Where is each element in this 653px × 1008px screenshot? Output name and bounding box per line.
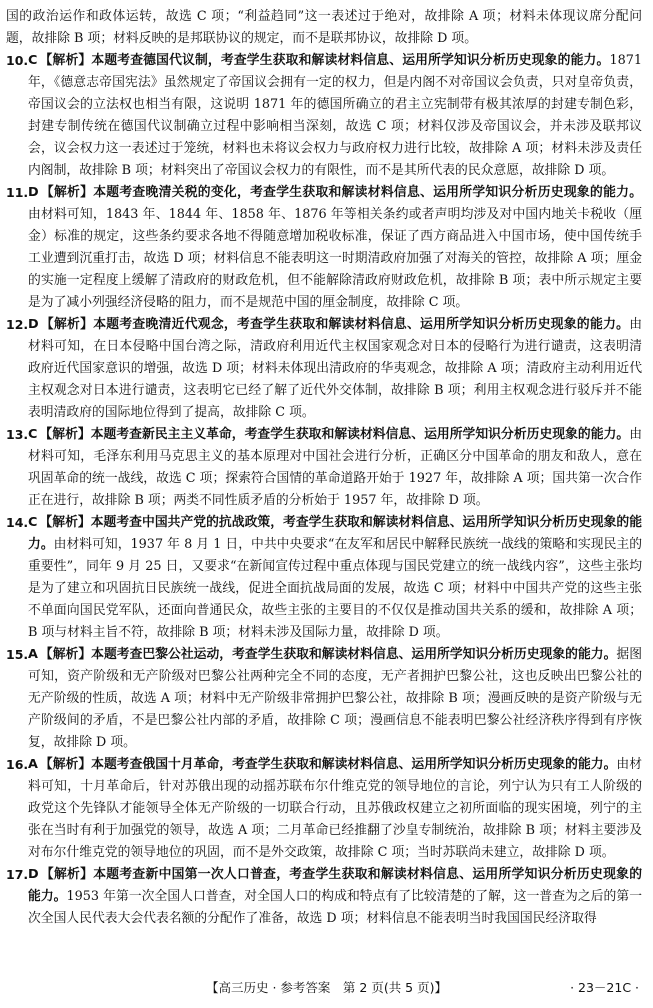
analysis-lead: 本题考查新民主主义革命，考查学生获取和解读材料信息、运用所学知识分析历史现象的能力。: [90, 427, 630, 442]
answer-letter: D: [28, 185, 39, 200]
answer-letter: A: [28, 647, 38, 662]
analysis-lead: 本题考查新中国第一次人口普查，考查学生获取和解读材料信息、运用所学知识分析历史现象的能力。: [28, 867, 643, 904]
footer-page-info: 【高三历史 · 参考答案 第 2 页(共 5 页)】: [206, 980, 447, 995]
answer-letter: D: [28, 867, 39, 882]
analysis-body: 由材料可知，1937 年 8 月 1 日，中共中央要求“在友军和居民中解释民族统一战线的策略和实现民主的重要性”，同年 9 月 25 日，又要求“在新闻宣传过程中重点体现与国民党建立的统一战线内容”，这些主张均是为了建立和巩固抗日民族统一战线，促进全面抗战局面的发展，故选 C 项；材料中中国共产党的这些主张不单面向国民党军队，还面向普通民众，故些主张的主要目的不仅仅是推动国共关系的缓和，故排除 A 项；B 项与材料主旨不符，故排除 B 项；材料未涉及国际力量，故排除 D 项。: [28, 537, 643, 640]
analysis-lead: 本题考查中国共产党的抗战政策，考查学生获取和解读材料信息、运用所学知识分析历史现象的能力。: [28, 515, 643, 552]
analysis-lead: 本题考查德国代议制，考查学生获取和解读材料信息、运用所学知识分析历史现象的能力。: [91, 53, 610, 68]
question-number: 11.: [6, 185, 29, 200]
answer-item: [6, 424, 642, 512]
analysis-body: 由材料可知，1843 年、1844 年、1858 年、1876 年等相关条约或者声明均涉及对中国内地关卡税收（厘金）标准的规定，这些条约要求各地不得随意增加税收标准，保证了西方商品进入中国市场，使中国传统手工业遭到沉重打击，故选 D 项；材料信息不能表明这一时期清政府加强了对海关的管控，故排除 A 项；厘金的实施一定程度上缓解了清政府的财政危机，但不能解除清政府财政危机，故排除 B 项；表中所示规定主要是为了减小列强经济侵略的阻力，而不是规范中国的厘金制度，故排除 C 项。: [28, 207, 642, 310]
answer-letter: C: [28, 53, 38, 68]
analysis-lead: 本题考查晚清关税的变化，考查学生获取和解读材料信息、运用所学知识分析历史现象的能力。: [93, 185, 643, 200]
analysis-tag: 【解析】: [40, 867, 94, 882]
analysis-body: 由材料可知，毛泽东利用马克思主义的基本原理对中国社会进行分析，正确区分中国革命的朋友和敌人，意在巩固革命的统一战线，故选 C 项；探索符合国情的革命道路开始于 1927 年，故排除 A 项；国共第一次合作正在进行，故排除 B 项；两类不同性质矛盾的分析始于 1957 年，故排除 D 项。: [28, 427, 643, 508]
analysis-tag: 【解析】: [40, 317, 94, 332]
analysis-lead: 本题考查巴黎公社运动，考查学生获取和解读材料信息、运用所学知识分析历史现象的能力。: [91, 647, 617, 662]
answer-list: [6, 50, 642, 930]
question-number: 13.: [6, 427, 29, 442]
answer-item: [6, 50, 642, 182]
answer-item: [6, 644, 642, 754]
answer-item: [6, 864, 642, 930]
analysis-lead: 本题考查俄国十月革命，考查学生获取和解读材料信息、运用所学知识分析历史现象的能力。: [91, 757, 617, 772]
answer-letter: D: [28, 317, 39, 332]
question-number: 10.: [6, 53, 29, 68]
page-footer: [0, 976, 653, 998]
answer-item: [6, 512, 642, 644]
analysis-body: 由材料可知，在日本侵略中国台湾之际，清政府利用近代主权国家观念对日本的侵略行为进行谴责，这表明清政府近代国家意识的增强，故选 D 项；材料未体现出清政府的华夷观念，故排除 A 项；清政府主动利用近代主权观念对日本进行谴责，这表明它已经了解了近代外交体制，故排除 B 项；利用主权观念进行驳斥并不能表明清政府的国际地位得到了提高，故排除 C 项。: [28, 317, 643, 420]
analysis-tag: 【解析】: [39, 515, 91, 530]
answer-content: [6, 6, 642, 930]
analysis-tag: 【解析】: [39, 757, 92, 772]
question-number: 14.: [6, 515, 29, 530]
analysis-body: 由材料可知，十月革命后，针对苏俄出现的动摇苏联布尔什维克党的领导地位的言论，列宁认为只有工人阶级的政党这个先锋队才能领导全体无产阶级的一切联合行动，且苏俄政权建立之初所面临的现实困境，列宁的主张在当时有利于加强党的领导，故选 A 项；二月革命已经推翻了沙皇专制统治，故排除 B 项；材料主要涉及对布尔什维克党的领导地位的巩固，而不是外交政策，故排除 C 项；当时苏联尚未建立，故排除 D 项。: [28, 757, 643, 860]
question-number: 15.: [6, 647, 29, 662]
question-number: 16.: [6, 757, 29, 772]
analysis-lead: 本题考查晚清近代观念，考查学生获取和解读材料信息、运用所学知识分析历史现象的能力。: [93, 317, 630, 332]
analysis-body: 据图可知，资产阶级和无产阶级对巴黎公社两种完全不同的态度，无产者拥护巴黎公社，这也反映出巴黎公社的无产阶级的性质，故选 A 项；材料中无产阶级非常拥护巴黎公社，故排除 B 项；漫画反映的是资产阶级与无产阶级间的矛盾，不是巴黎公社内部的矛盾，故排除 C 项；漫画信息不能表明巴黎公社经济秩序得到有序恢复，故排除 D 项。: [28, 647, 643, 750]
analysis-body: 1871 年，《德意志帝国宪法》虽然规定了帝国议会拥有一定的权力，但是内阁不对帝国议会负责，只对皇帝负责，帝国议会的立法权也相当有限，这说明 1871 年的德国所确立的君主立宪制带有极其浓厚的封建专制色彩，封建专制传统在德国代议制确立过程中影响相当深刻，故选 C 项；材料仅涉及帝国议会，并未涉及联邦议会，议会权力这一表述过于笼统，材料也未将议会权力与政府权力进行比较，故排除 A 项；材料未涉及责任内阁制，故排除 B 项；材料突出了帝国议会权力的有限性，而不是其所代表的民众意愿，故排除 D 项。: [28, 53, 643, 178]
answer-item: [6, 182, 642, 314]
analysis-tag: 【解析】: [40, 185, 94, 200]
answer-letter: A: [28, 757, 38, 772]
analysis-body: 1953 年第一次全国人口普查，对全国人口的构成和特点有了比较清楚的了解，这一普查为之后的第一次全国人民代表大会代表名额的分配作了准备，故选 D 项；材料信息不能表明当时我国国民经济取得: [28, 889, 643, 926]
answer-letter: C: [28, 515, 38, 530]
analysis-tag: 【解析】: [39, 647, 92, 662]
footer-paper-code: · 23－21C ·: [570, 980, 639, 995]
answer-letter: C: [28, 427, 38, 442]
question-number: 12.: [6, 317, 29, 332]
intro-paragraph: 国的政治运作和政体运转，故选 C 项；“利益趋同”这一表述过于绝对，故排除 A 项；材料未体现议席分配问题，故排除 B 项；材料反映的是邦联协议的规定，而不是联邦协议，故排除 D 项。: [6, 9, 642, 46]
analysis-tag: 【解析】: [39, 427, 91, 442]
answer-item: [6, 754, 642, 864]
answer-item: [6, 314, 642, 424]
question-number: 17.: [6, 867, 29, 882]
analysis-tag: 【解析】: [39, 53, 92, 68]
